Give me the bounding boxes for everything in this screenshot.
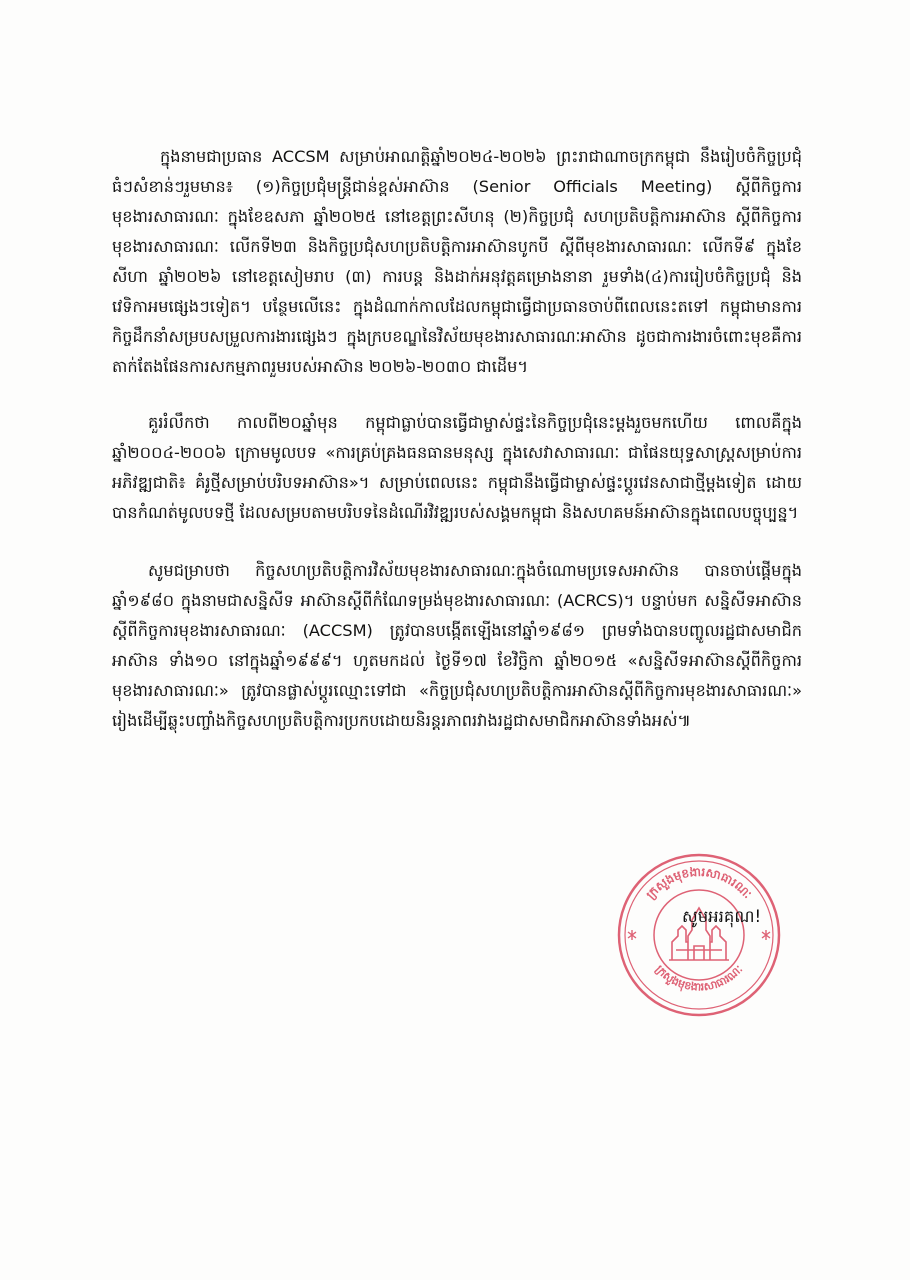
official-seal-stamp bbox=[614, 850, 784, 1020]
seal-top-text: ក្រសួងមុខងារសាធារណៈ bbox=[643, 864, 755, 902]
paragraph-1: ក្នុងនាមជាប្រធាន ACCSM សម្រាប់អាណត្តិឆ្នាំ២០២៤-២០២៦ ព្រះរាជាណាចក្រកម្ពុជា នឹងរៀបចំកិច្ចប្រជុំធំៗសំខាន់ៗរួមមាន៖ (១)កិច្ចប្រជុំមន្ត្រីជាន់ខ្ពស់អាស៊ាន (Senior Officials Meeting) ស្តីពីកិច្ចការមុខងារសាធារណៈ ក្នុងខែឧសភា ឆ្នាំ២០២៥ នៅខេត្តព្រះសីហនុ (២)កិច្ចប្រជុំ សហប្រតិបត្តិការអាស៊ាន ស្តីពីកិច្ចការមុខងារសាធារណៈ លើកទី២៣ និងកិច្ចប្រជុំសហប្រតិបត្តិការអាស៊ានបូកបី ស្តីពីមុខងារសាធារណៈ លើកទី៩ ក្នុងខែសីហា ឆ្នាំ២០២៦ នៅខេត្តសៀមរាប (៣) ការបន្ត និងដាក់អនុវត្តគម្រោងនានា រួមទាំង(៤)ការរៀបចំកិច្ចប្រជុំ និងវេទិកាអមផ្សេងៗទៀត។ បន្ថែមលើនេះ ក្នុងដំណាក់កាលដែលកម្ពុជាធ្វើជាប្រធានចាប់ពីពេលនេះតទៅ កម្ពុជាមានការកិច្ចដឹកនាំសម្របសម្រួលការងារផ្សេងៗ ក្នុងក្របខណ្ឌនៃវិស័យមុខងារសាធារណៈអាស៊ាន ដូចជាការងារចំពោះមុខគឺការតាក់តែងផែនការសកម្មភាពរួមរបស់អាស៊ាន ២០២៦-២០៣០ ជាដើម។ bbox=[112, 147, 802, 376]
paragraph-3: សូមជម្រាបថា កិច្ចសហប្រតិបត្តិការវិស័យមុខងារសាធារណៈក្នុងចំណោមប្រទេសអាស៊ាន បានចាប់ផ្តើមក្នុងឆ្នាំ១៩៨០ ក្នុងនាមជាសន្និសីទ អាស៊ានស្តីពីកំណែទម្រង់មុខងារសាធារណៈ (ACRCS)។ បន្ទាប់មក សន្និសីទអាស៊ាន ស្តីពីកិច្ចការមុខងារសាធារណៈ (ACCSM) ត្រូវបានបង្កើតឡើងនៅឆ្នាំ១៩៨១ ព្រមទាំងបានបញ្ចូលរដ្ឋជាសមាជិកអាស៊ាន ទាំង១០ នៅក្នុងឆ្នាំ១៩៩៩។ ហូតមកដល់ ថ្ងៃទី១៧ ខែវិច្ឆិកា ឆ្នាំ២០១៥ «សន្និសីទអាស៊ានស្តីពីកិច្ចការមុខងារសាធារណៈ» ត្រូវបានផ្លាស់ប្តូរឈ្មោះទៅជា «កិច្ចប្រជុំសហប្រតិបត្តិការអាស៊ានស្តីពីកិច្ចការមុខងារសាធារណៈ» រៀងដើម្បីឆ្លុះបញ្ចាំងកិច្ចសហប្រតិបត្តិការប្រកបដោយនិរន្តរភាពរវាងរដ្ឋជាសមាជិកអាស៊ានទាំងអស់៕ bbox=[112, 561, 802, 730]
paragraph-2: គួររំលឹកថា កាលពី២០ឆ្នាំមុន កម្ពុជាធ្លាប់បានធ្វើជាម្ចាស់ផ្ទះនៃកិច្ចប្រជុំនេះម្តងរួចមកហើយ ពោលគឺក្នុងឆ្នាំ២០០៤-២០០៦ ក្រោមមូលបទ «ការគ្រប់គ្រងធនធានមនុស្ស ក្នុងសេវាសាធារណៈ ជាផែនយុទ្ធសាស្ត្រសម្រាប់ការអភិវឌ្ឍជាតិ៖ គំរូថ្មីសម្រាប់បរិបទអាស៊ាន»។ សម្រាប់ពេលនេះ កម្ពុជានឹងធ្វើជាម្ចាស់ផ្ទះប្តូរវេនសាជាថ្មីម្តងទៀត ដោយបានកំណត់មូលបទថ្មី ដែលសម្របតាមបរិបទនៃដំណើរវិវឌ្ឍរបស់សង្គមកម្ពុជា និងសហគមន៍អាស៊ានក្នុងពេលបច្ចុប្បន្ន។ bbox=[112, 413, 802, 522]
svg-text:ក្រសួងមុខងារសាធារណៈ bbox=[643, 865, 754, 902]
closing-thanks: សូមអរគុណ! bbox=[682, 907, 762, 926]
document-body bbox=[112, 142, 802, 762]
seal-bottom-text: ក្រសួងមុខងារសាធារណៈ bbox=[652, 962, 746, 994]
